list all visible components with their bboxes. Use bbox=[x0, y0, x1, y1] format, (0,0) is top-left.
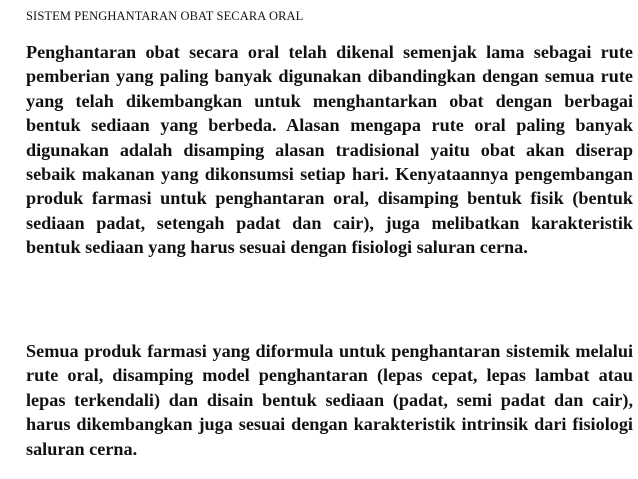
slide-title: SISTEM PENGHANTARAN OBAT SECARA ORAL bbox=[26, 9, 304, 23]
body-paragraph-1: Penghantaran obat secara oral telah dikenal semenjak lama sebagai rute pemberian yang paling banyak digunakan dibandingkan dengan semua rute yang telah dikembangkan untuk menghantarkan obat dengan berbagai bentuk sediaan yang berbeda. Alasan mengapa rute oral paling banyak digunakan adalah disamping alasan tradisional yaitu obat akan diserap sebaik makanan yang dikonsumsi setiap hari. Kenyataannya pengembangan produk farmasi untuk penghantaran oral, disamping bentuk fisik (bentuk sediaan padat, setengah padat dan cair), juga melibatkan karakteristik bentuk sediaan yang harus sesuai dengan fisiologi saluran cerna. bbox=[26, 42, 633, 258]
body-paragraph-2: Semua produk farmasi yang diformula untuk penghantaran sistemik melalui rute oral, disamping model penghantaran (lepas cepat, lepas lambat atau lepas terkendali) dan disain bentuk sediaan (padat, semi padat dan cair), harus dikembangkan juga sesuai dengan karakteristik intrinsik dari fisiologi saluran cerna. bbox=[26, 341, 633, 459]
